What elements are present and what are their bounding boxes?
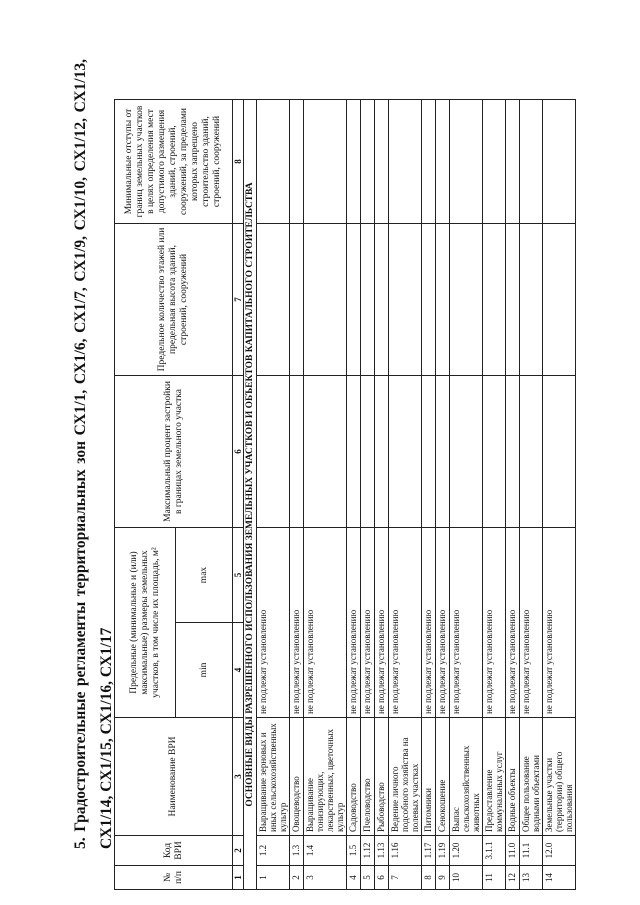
row-indent [375, 100, 389, 224]
row-code: 1.13 [375, 836, 389, 866]
row-code: 1.20 [450, 836, 483, 866]
header-floors: Предельное количество этажей или предельная высота зданий, строений, сооружений [115, 224, 233, 376]
table-row [375, 100, 389, 890]
column-index-row [233, 100, 244, 890]
header-row [115, 100, 176, 890]
row-size-note: не подлежат установлению [506, 528, 520, 718]
row-floors [506, 224, 520, 376]
column-index: 7 [233, 224, 244, 376]
table-row [520, 100, 543, 890]
table-row [436, 100, 450, 890]
row-name: Рыбоводство [375, 718, 389, 836]
row-size-note: не подлежат установлению [375, 528, 389, 718]
table-row [290, 100, 304, 890]
row-name: Садоводство [347, 718, 361, 836]
row-num: 13 [520, 866, 543, 890]
row-indent [361, 100, 375, 224]
table-row [506, 100, 520, 890]
row-indent [520, 100, 543, 224]
row-indent [290, 100, 304, 224]
row-indent [347, 100, 361, 224]
row-size-note: не подлежат установлению [347, 528, 361, 718]
row-name: Пчеловодство [361, 718, 375, 836]
row-code: 1.12 [361, 836, 375, 866]
row-pct [304, 376, 347, 528]
row-pct [347, 376, 361, 528]
row-indent [450, 100, 483, 224]
header-size-group: Предельные (минимальные и (или) максимальные) размеры земельных участков, в том числе их площадь, м² [115, 528, 176, 718]
row-name: Ведение личного подсобного хозяйства на полевых участках [389, 718, 422, 836]
row-indent [436, 100, 450, 224]
row-size-note: не подлежат установлению [290, 528, 304, 718]
row-code: 1.5 [347, 836, 361, 866]
row-name: Водные объекты [506, 718, 520, 836]
column-index: 4 [233, 623, 244, 718]
row-num: 9 [436, 866, 450, 890]
section-title-row [244, 100, 257, 890]
table-row [389, 100, 422, 890]
column-index: 1 [233, 866, 244, 890]
row-size-note: не подлежат установлению [520, 528, 543, 718]
row-size-note: не подлежат установлению [422, 528, 436, 718]
row-pct [543, 376, 576, 528]
row-code: 1.19 [436, 836, 450, 866]
row-floors [422, 224, 436, 376]
row-name: Выращивание зерновых и иных сельскохозяйственных культур [257, 718, 290, 836]
row-code: 3.1.1 [483, 836, 506, 866]
row-num: 2 [290, 866, 304, 890]
row-floors [375, 224, 389, 376]
row-floors [389, 224, 422, 376]
row-indent [304, 100, 347, 224]
table-row [422, 100, 436, 890]
row-code: 12.0 [543, 836, 576, 866]
row-floors [347, 224, 361, 376]
row-code: 1.4 [304, 836, 347, 866]
row-name: Питомники [422, 718, 436, 836]
row-size-note: не подлежат установлению [483, 528, 506, 718]
table-row [347, 100, 361, 890]
row-pct [483, 376, 506, 528]
row-floors [450, 224, 483, 376]
row-num: 14 [543, 866, 576, 890]
row-floors [361, 224, 375, 376]
row-indent [543, 100, 576, 224]
row-code: 1.16 [389, 836, 422, 866]
row-name: Выпас сельскохозяйственных животных [450, 718, 483, 836]
row-size-note: не подлежат установлению [543, 528, 576, 718]
column-index: 6 [233, 376, 244, 528]
row-code: 1.17 [422, 836, 436, 866]
header-min: min [176, 623, 233, 718]
row-size-note: не подлежат установлению [304, 528, 347, 718]
header-name: Наименование ВРИ [115, 718, 233, 836]
column-index: 5 [233, 528, 244, 623]
row-num: 8 [422, 866, 436, 890]
row-pct [290, 376, 304, 528]
row-name: Земельные участки (территории) общего пользования [543, 718, 576, 836]
row-pct [450, 376, 483, 528]
row-indent [483, 100, 506, 224]
row-floors [290, 224, 304, 376]
row-floors [257, 224, 290, 376]
table-row [304, 100, 347, 890]
row-pct [436, 376, 450, 528]
row-indent [506, 100, 520, 224]
column-index: 3 [233, 718, 244, 836]
row-pct [506, 376, 520, 528]
row-num: 1 [257, 866, 290, 890]
row-indent [389, 100, 422, 224]
header-max: max [176, 528, 233, 623]
row-name: Овощеводство [290, 718, 304, 836]
section-heading: 5. Градостроительные регламенты территориальных зон СХ1/1, СХ1/6, СХ1/7, СХ1/9, СХ1/10, СХ1/12, СХ1/13, СХ1/14, СХ1/15, СХ1/16, СХ1/17 [72, 59, 115, 849]
row-num: 3 [304, 866, 347, 890]
row-floors [304, 224, 347, 376]
row-floors [520, 224, 543, 376]
section-title: ОСНОВНЫЕ ВИДЫ РАЗРЕШЕННОГО ИСПОЛЬЗОВАНИЯ ЗЕМЕЛЬНЫХ УЧАСТКОВ И ОБЪЕКТОВ КАПИТАЛЬНОГО СТРОИТЕЛЬСТВА [244, 100, 257, 890]
row-num: 7 [389, 866, 422, 890]
regulations-table-wrap [114, 100, 576, 890]
row-num: 6 [375, 866, 389, 890]
row-indent [422, 100, 436, 224]
regulations-table [114, 99, 576, 890]
header-code: Код ВРИ [115, 836, 233, 866]
row-pct [520, 376, 543, 528]
row-code: 1.2 [257, 836, 290, 866]
row-name: Общее пользование водными объектами [520, 718, 543, 836]
row-pct [375, 376, 389, 528]
row-num: 11 [483, 866, 506, 890]
row-pct [422, 376, 436, 528]
row-size-note: не подлежат установлению [450, 528, 483, 718]
row-pct [257, 376, 290, 528]
row-name: Выращивание тонизирующих, лекарственных, цветочных культур [304, 718, 347, 836]
row-name: Предоставление коммунальных услуг [483, 718, 506, 836]
row-code: 1.3 [290, 836, 304, 866]
table-row [543, 100, 576, 890]
header-pct: Максимальный процент застройки в границах земельного участка [115, 376, 233, 528]
table-row [257, 100, 290, 890]
row-size-note: не подлежат установлению [361, 528, 375, 718]
row-pct [389, 376, 422, 528]
header-num: № п/п [115, 866, 233, 890]
row-size-note: не подлежат установлению [257, 528, 290, 718]
header-indent: Минимальные отступы от границ земельных участков в целях определения мест допустимого размещения зданий, строений, сооружений, за пределами которых запрещено строительство зданий, строений, сооружений [115, 100, 233, 224]
row-num: 4 [347, 866, 361, 890]
row-size-note: не подлежат установлению [436, 528, 450, 718]
table-row [483, 100, 506, 890]
table-row [450, 100, 483, 890]
column-index: 8 [233, 100, 244, 224]
row-floors [483, 224, 506, 376]
row-size-note: не подлежат установлению [389, 528, 422, 718]
row-num: 5 [361, 866, 375, 890]
row-floors [436, 224, 450, 376]
row-code: 11.1 [520, 836, 543, 866]
row-num: 10 [450, 866, 483, 890]
row-code: 11.0 [506, 836, 520, 866]
row-name: Сенокошение [436, 718, 450, 836]
column-index: 2 [233, 836, 244, 866]
row-floors [543, 224, 576, 376]
row-indent [257, 100, 290, 224]
table-row [361, 100, 375, 890]
row-num: 12 [506, 866, 520, 890]
row-pct [361, 376, 375, 528]
